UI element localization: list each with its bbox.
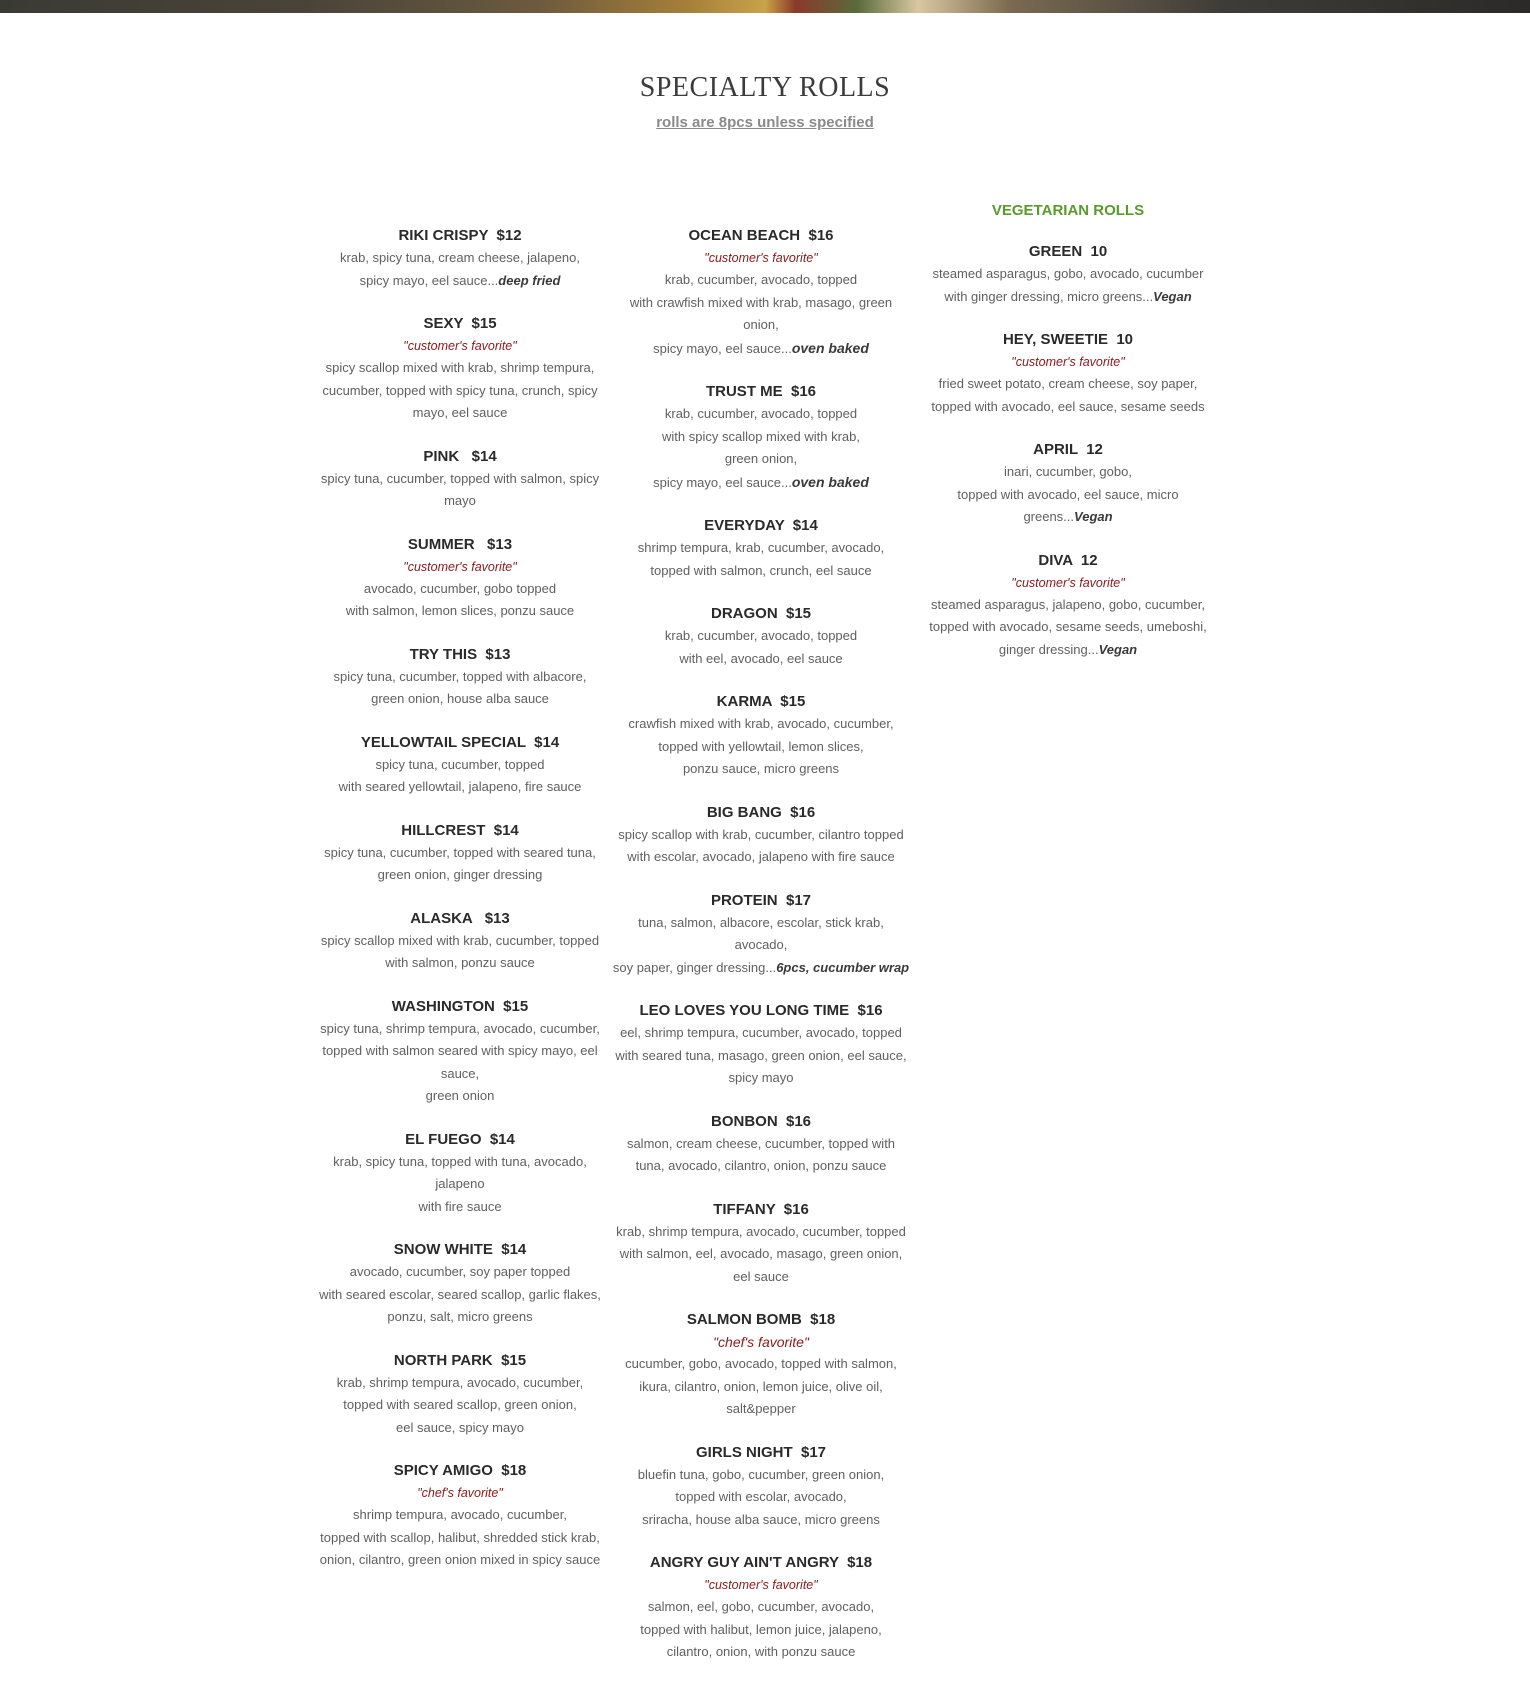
description-text: with eel, avocado, eel sauce: [679, 650, 843, 666]
description-line: [918, 396, 1218, 419]
description-text: krab, cucumber, avocado, topped: [664, 272, 858, 287]
description-line: [611, 648, 911, 671]
description-line: [611, 625, 911, 648]
description-text: tuna, salmon, albacore, escolar, stick krab,: [638, 914, 884, 930]
description-text: salmon, cream cheese, cucumber, topped with: [626, 1135, 896, 1151]
description-line: [611, 1155, 911, 1178]
description-text: green onion,: [724, 451, 798, 466]
menu-item-name: SEXY $15: [423, 315, 497, 332]
description-text: fried sweet potato, cream cheese, soy paper,: [938, 376, 1198, 391]
hero-image-strip: [0, 0, 1530, 13]
description-text: topped with avocado, sesame seeds, umeboshi,: [929, 619, 1207, 634]
description-line: [310, 1504, 610, 1527]
menu-item: [918, 329, 1218, 418]
menu-item-name: BONBON $16: [710, 1112, 812, 1130]
menu-item: [310, 1129, 610, 1219]
menu-item: [310, 225, 610, 292]
description-text: topped with halibut, lemon juice, jalapeno,: [640, 1621, 882, 1637]
description-text: with seared yellowtail, jalapeno, fire sauce: [338, 779, 582, 794]
description-text: with ginger dressing, micro greens...: [944, 288, 1154, 304]
description-line: [310, 1394, 610, 1417]
description-line: [310, 357, 610, 380]
menu-item-description: [310, 754, 610, 799]
description-line: [310, 952, 610, 975]
description-text: topped with salmon, crunch, eel sauce: [650, 562, 872, 578]
menu-item-description: [310, 1261, 610, 1329]
description-line: [611, 934, 911, 957]
description-line: [611, 1509, 911, 1532]
description-line: [611, 1221, 911, 1244]
menu-item: [611, 802, 911, 869]
description-line: [310, 1085, 610, 1108]
menu-item-description: [918, 594, 1218, 662]
menu-item-name: SPICY AMIGO $18: [393, 1462, 527, 1479]
menu-item-description: [310, 247, 610, 292]
page-subtitle: rolls are 8pcs unless specified: [656, 114, 874, 131]
description-text: ponzu, salt, micro greens: [387, 1309, 533, 1324]
description-text: green onion, house alba sauce: [371, 691, 549, 706]
description-line: [918, 639, 1218, 662]
description-line: [310, 270, 610, 293]
description-line: [611, 314, 911, 337]
description-line: [611, 824, 911, 847]
menu-item: [611, 1111, 911, 1178]
menu-item-description: [611, 1464, 911, 1532]
menu-item-description: [611, 1133, 911, 1178]
description-line: [310, 1417, 610, 1440]
menu-item-description: [310, 666, 610, 711]
menu-item-description: [918, 461, 1218, 529]
preparation-note: 6pcs, cucumber wrap: [776, 959, 910, 975]
description-line: [611, 403, 911, 426]
description-text: spicy mayo, eel sauce...: [359, 272, 499, 288]
description-text: krab, cucumber, avocado, topped: [664, 628, 858, 643]
menu-item-description: [310, 842, 610, 887]
description-line: [611, 1266, 911, 1289]
menu-item-name: OCEAN BEACH $16: [688, 227, 834, 244]
description-line: [310, 1527, 610, 1550]
menu-column-1: [310, 225, 610, 1593]
menu-item: [611, 1442, 911, 1532]
description-line: [611, 292, 911, 315]
description-text: with spicy scallop mixed with krab,: [662, 428, 860, 444]
description-line: [611, 736, 911, 759]
description-line: [611, 269, 911, 292]
description-text: salt&pepper: [726, 1401, 796, 1416]
menu-column-2: [611, 225, 911, 1685]
description-line: [918, 594, 1218, 617]
description-text: spicy tuna, cucumber, topped with albacore,: [333, 668, 587, 684]
description-text: bluefin tuna, gobo, cucumber, green onion,: [637, 1466, 885, 1482]
menu-item-name: SUMMER $13: [407, 535, 513, 553]
description-line: [611, 471, 911, 495]
description-text: avocado, cucumber, gobo topped: [363, 580, 557, 596]
description-text: green onion: [425, 1088, 495, 1103]
description-text: green onion, ginger dressing: [377, 867, 543, 882]
menu-item-description: [611, 713, 911, 781]
menu-item-description: [310, 1151, 610, 1219]
menu-item-name: PROTEIN $17: [710, 891, 812, 909]
description-line: [310, 490, 610, 513]
description-line: [310, 380, 610, 403]
description-text: topped with avocado, eel sauce, micro greens...: [957, 486, 1179, 524]
description-line: [918, 286, 1218, 309]
preparation-note: Vegan: [1074, 509, 1113, 524]
favorite-tag: "chef's favorite": [417, 1486, 503, 1500]
description-text: topped with avocado, eel sauce, sesame seeds: [931, 398, 1205, 414]
description-text: tuna, avocado, cilantro, onion, ponzu sauce: [635, 1158, 887, 1173]
menu-column-3: [918, 202, 1218, 682]
menu-item: [611, 1552, 911, 1664]
description-text: krab, shrimp tempura, avocado, cucumber, topped: [616, 1223, 906, 1239]
section-heading: VEGETARIAN ROLLS: [991, 202, 1145, 219]
menu-item-name: BIG BANG $16: [706, 803, 816, 821]
description-line: [310, 1372, 610, 1395]
description-line: [611, 1353, 911, 1376]
description-line: [611, 1619, 911, 1642]
menu-item-description: [310, 1018, 610, 1108]
description-text: onion,: [743, 317, 779, 332]
favorite-tag: "customer's favorite": [1011, 575, 1125, 590]
description-line: [310, 1284, 610, 1307]
description-text: salmon, eel, gobo, cucumber, avocado,: [647, 1599, 875, 1614]
description-text: sauce,: [440, 1065, 480, 1081]
description-line: [611, 426, 911, 449]
menu-item: [611, 1000, 911, 1090]
description-line: [310, 864, 610, 887]
description-line: [310, 1196, 610, 1219]
description-text: mayo, eel sauce: [412, 405, 508, 420]
menu-item: [310, 1239, 610, 1329]
description-text: eel sauce: [733, 1268, 789, 1284]
description-line: [611, 1641, 911, 1664]
description-text: eel, shrimp tempura, cucumber, avocado, topped: [620, 1025, 902, 1040]
description-line: [611, 1067, 911, 1090]
description-text: spicy tuna, cucumber, topped with salmon, spicy: [320, 470, 600, 486]
menu-item: [310, 1460, 610, 1572]
description-line: [310, 842, 610, 865]
description-text: avocado, cucumber, soy paper topped: [349, 1264, 571, 1279]
description-text: ginger dressing...: [998, 641, 1099, 657]
favorite-tag: "customer's favorite": [1011, 355, 1125, 369]
preparation-note: deep fried: [498, 272, 561, 288]
description-text: cilantro, onion, with ponzu sauce: [666, 1644, 856, 1659]
description-text: krab, spicy tuna, topped with tuna, avocado,: [333, 1153, 587, 1169]
menu-item-description: [310, 1504, 610, 1572]
description-line: [310, 1173, 610, 1196]
menu-item-name: SNOW WHITE $14: [393, 1241, 527, 1258]
menu-item-name: RIKI CRISPY $12: [398, 227, 522, 244]
description-line: [310, 402, 610, 425]
description-line: [918, 373, 1218, 396]
description-line: [310, 1549, 610, 1572]
description-line: [310, 468, 610, 491]
preparation-note: Vegan: [1153, 288, 1192, 304]
description-text: topped with escolar, avocado,: [675, 1489, 847, 1504]
description-line: [310, 930, 610, 953]
description-line: [611, 1133, 911, 1156]
description-line: [310, 1306, 610, 1329]
description-line: [918, 461, 1218, 484]
description-line: [611, 1486, 911, 1509]
menu-item: [611, 381, 911, 494]
description-text: with escolar, avocado, jalapeno with fire sauce: [627, 849, 895, 864]
menu-item-name: WASHINGTON $15: [391, 997, 529, 1015]
description-text: topped with seared scallop, green onion,: [343, 1397, 577, 1412]
description-text: onion, cilantro, green onion mixed in spicy sauce: [319, 1552, 601, 1567]
description-text: with seared tuna, masago, green onion, eel sauce,: [615, 1047, 907, 1063]
menu-item-description: [310, 468, 610, 513]
menu-item-description: [310, 357, 610, 425]
menu-item-name: DRAGON $15: [710, 605, 812, 622]
description-text: soy paper, ginger dressing...: [612, 959, 777, 975]
description-line: [611, 846, 911, 869]
menu-item-description: [611, 1022, 911, 1090]
description-line: [611, 1022, 911, 1045]
menu-item-name: HILLCREST $14: [401, 821, 519, 839]
description-line: [310, 1063, 610, 1086]
menu-item: [918, 241, 1218, 308]
menu-item-description: [611, 403, 911, 494]
description-text: eel sauce, spicy mayo: [396, 1419, 524, 1435]
description-line: [611, 1398, 911, 1421]
description-line: [611, 337, 911, 361]
description-text: crawfish mixed with krab, avocado, cucumber,: [628, 716, 894, 731]
description-text: with fire sauce: [418, 1198, 502, 1214]
description-line: [611, 912, 911, 935]
description-line: [611, 1464, 911, 1487]
description-text: mayo: [444, 493, 476, 508]
menu-item-name: EL FUEGO $14: [405, 1130, 515, 1148]
menu-item-name: APRIL 12: [1033, 441, 1103, 458]
menu-item-description: [611, 625, 911, 670]
description-line: [310, 754, 610, 777]
favorite-tag: "customer's favorite": [403, 339, 517, 353]
menu-item-name: TRUST ME $16: [705, 383, 817, 400]
menu-item-name: ANGRY GUY AIN'T ANGRY $18: [649, 1554, 873, 1571]
description-text: spicy tuna, cucumber, topped with seared tuna,: [324, 844, 596, 860]
description-line: [611, 1045, 911, 1068]
preparation-note: Vegan: [1098, 641, 1138, 657]
menu-item: [611, 225, 911, 360]
menu-item-name: TIFFANY $16: [713, 1200, 809, 1218]
description-line: [310, 1151, 610, 1174]
menu-item-name: GREEN 10: [1028, 243, 1108, 260]
menu-item-description: [611, 1596, 911, 1664]
menu-item-name: LEO LOVES YOU LONG TIME $16: [639, 1002, 883, 1019]
menu-item-name: EVERYDAY $14: [704, 517, 818, 534]
description-text: shrimp tempura, krab, cucumber, avocado,: [637, 540, 885, 555]
preparation-note: oven baked: [791, 473, 869, 490]
menu-item-name: KARMA $15: [716, 693, 806, 710]
menu-item: [918, 439, 1218, 529]
description-text: ikura, cilantro, onion, lemon juice, olive oil,: [639, 1378, 883, 1394]
description-text: spicy scallop mixed with krab, shrimp tempura,: [325, 360, 595, 375]
menu-item: [310, 644, 610, 711]
page-title: SPECIALTY ROLLS: [639, 72, 891, 103]
description-line: [611, 758, 911, 781]
description-text: with seared escolar, seared scallop, garlic flakes,: [319, 1286, 601, 1302]
description-text: krab, spicy tuna, cream cheese, jalapeno,: [340, 250, 580, 265]
description-text: krab, shrimp tempura, avocado, cucumber,: [336, 1374, 584, 1390]
menu-item-name: DIVA 12: [1038, 551, 1098, 569]
description-text: steamed asparagus, jalapeno, gobo, cucumber,: [931, 596, 1205, 612]
description-text: topped with yellowtail, lemon slices,: [658, 738, 864, 754]
description-line: [310, 666, 610, 689]
description-line: [310, 578, 610, 601]
favorite-tag: "customer's favorite": [704, 1578, 818, 1592]
description-text: ponzu sauce, micro greens: [682, 761, 840, 776]
description-line: [611, 1376, 911, 1399]
menu-item: [918, 550, 1218, 662]
menu-item: [310, 534, 610, 623]
description-line: [918, 616, 1218, 639]
menu-item-name: GIRLS NIGHT $17: [695, 1443, 827, 1461]
favorite-tag: "customer's favorite": [704, 251, 818, 265]
menu-item: [310, 313, 610, 425]
menu-item-description: [918, 373, 1218, 418]
menu-item-name: NORTH PARK $15: [393, 1351, 527, 1369]
description-text: cucumber, gobo, avocado, topped with salmon,: [625, 1356, 897, 1371]
menu-item: [611, 691, 911, 781]
description-text: steamed asparagus, gobo, avocado, cucumber: [932, 266, 1204, 281]
favorite-tag: "chef's favorite": [713, 1334, 809, 1350]
description-line: [611, 448, 911, 471]
menu-item: [310, 820, 610, 887]
menu-item-name: HEY, SWEETIE 10: [1002, 331, 1134, 348]
menu-item-description: [310, 578, 610, 623]
menu-item-description: [611, 1221, 911, 1289]
description-line: [310, 247, 610, 270]
description-line: [310, 1040, 610, 1063]
description-text: krab, cucumber, avocado, topped: [664, 406, 858, 421]
description-text: sriracha, house alba sauce, micro greens: [642, 1511, 880, 1527]
description-line: [310, 688, 610, 711]
menu-item-description: [611, 537, 911, 582]
description-line: [310, 776, 610, 799]
menu-item-name: YELLOWTAIL SPECIAL $14: [360, 733, 560, 751]
description-line: [611, 957, 911, 980]
description-text: with crawfish mixed with krab, masago, green: [629, 294, 893, 310]
menu-item: [310, 732, 610, 799]
menu-item-description: [310, 1372, 610, 1440]
menu-item: [611, 1199, 911, 1289]
menu-item-name: PINK $14: [423, 447, 497, 465]
menu-header: [0, 72, 1530, 132]
menu-item-description: [611, 1353, 911, 1421]
description-line: [918, 263, 1218, 286]
description-text: spicy mayo, eel sauce...: [653, 340, 792, 356]
menu-item: [611, 890, 911, 980]
description-line: [310, 1261, 610, 1284]
menu-item: [310, 908, 610, 975]
description-text: spicy tuna, shrimp tempura, avocado, cucumber,: [320, 1020, 600, 1036]
menu-item-description: [611, 824, 911, 869]
description-line: [310, 600, 610, 623]
menu-item: [611, 515, 911, 582]
menu-item: [310, 996, 610, 1108]
description-text: topped with scallop, halibut, shredded stick krab,: [320, 1529, 600, 1545]
description-line: [918, 484, 1218, 529]
description-text: spicy scallop with krab, cucumber, cilantro topped: [618, 826, 904, 842]
menu-item-description: [310, 930, 610, 975]
favorite-tag: "customer's favorite": [403, 559, 517, 574]
menu-item: [310, 446, 610, 513]
description-text: jalapeno: [435, 1176, 485, 1191]
description-text: inari, cucumber, gobo,: [1004, 464, 1132, 479]
description-text: topped with salmon seared with spicy mayo, eel: [322, 1043, 598, 1058]
description-line: [611, 713, 911, 736]
description-text: with salmon, lemon slices, ponzu sauce: [345, 603, 575, 618]
description-text: spicy mayo, eel sauce...: [653, 474, 792, 490]
description-text: cucumber, topped with spicy tuna, crunch, spicy: [322, 382, 598, 398]
description-line: [611, 560, 911, 583]
description-text: shrimp tempura, avocado, cucumber,: [353, 1507, 567, 1522]
menu-item-description: [611, 269, 911, 360]
description-text: avocado,: [734, 937, 788, 952]
description-text: with salmon, ponzu sauce: [385, 955, 535, 970]
description-text: with salmon, eel, avocado, masago, green onion,: [619, 1246, 903, 1261]
preparation-note: oven baked: [791, 339, 869, 356]
menu-item: [611, 603, 911, 670]
description-line: [611, 1243, 911, 1266]
menu-item-name: SALMON BOMB $18: [686, 1311, 836, 1328]
description-text: spicy scallop mixed with krab, cucumber, topped: [320, 932, 600, 948]
description-line: [611, 537, 911, 560]
menu-item-name: TRY THIS $13: [409, 645, 511, 663]
description-line: [611, 1596, 911, 1619]
description-text: spicy mayo: [728, 1070, 794, 1085]
menu-item: [310, 1350, 610, 1440]
description-line: [310, 1018, 610, 1041]
description-text: spicy tuna, cucumber, topped: [375, 756, 545, 772]
menu-item-description: [611, 912, 911, 980]
menu-item-description: [918, 263, 1218, 308]
menu-item: [611, 1309, 911, 1421]
menu-item-name: ALASKA $13: [410, 909, 510, 927]
